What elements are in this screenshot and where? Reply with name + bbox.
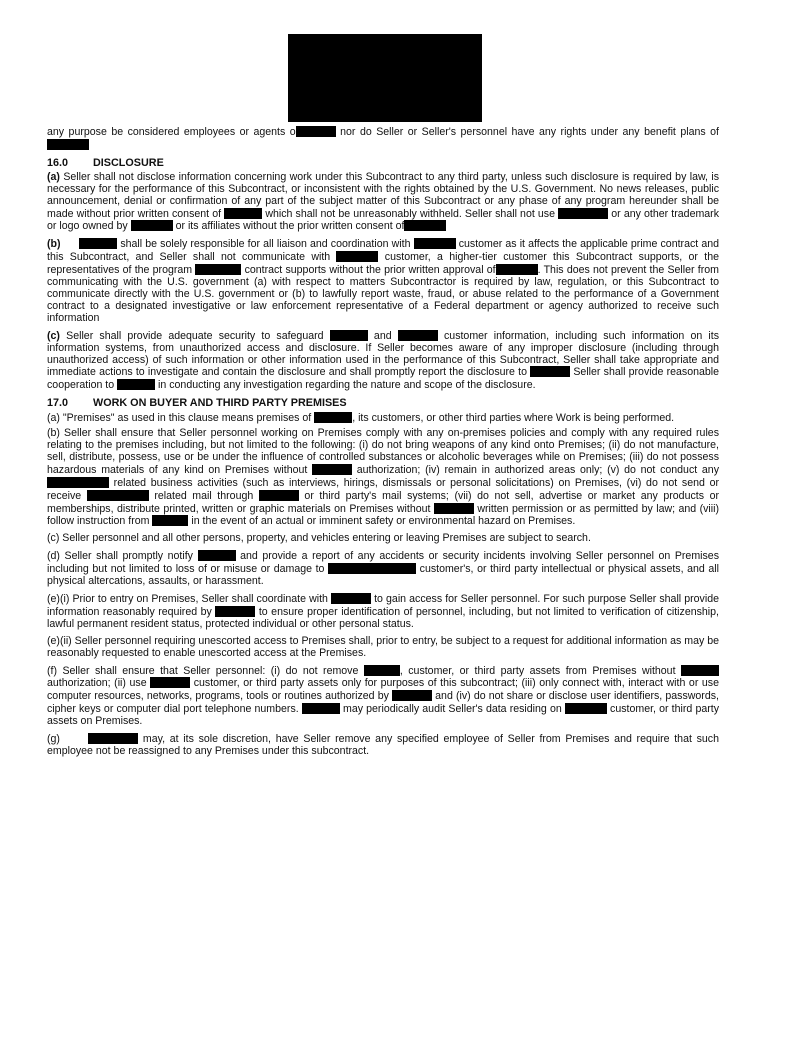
text: shall be solely responsible for all liaison and coordination with (117, 238, 411, 251)
clause-label: (b) (47, 238, 61, 251)
text: customer as it affects the applicable prime contract and this Subcontract, and Seller shall not communicate with (47, 238, 719, 264)
clause-label: (c) (47, 329, 60, 342)
section-17-heading (47, 397, 719, 409)
section-16-c (47, 330, 719, 393)
text: customer information, including such information on its information systems, from unauthorized access and disclosure. If Seller becomes aware of any improper disclosure (including through unauthorized access) of such information or other information used in the performance of this Subcontract, Seller shall take appropriate and immediate actions to investigate and contain the disclosure and shall promptly report the disclosure to (47, 329, 720, 379)
redaction (88, 733, 138, 744)
section-16-heading (47, 157, 719, 169)
redaction (312, 464, 352, 475)
text: and (iv) do not share or disclose user identifiers, passwords, cipher keys or computer dial port telephone numbers. (47, 690, 719, 716)
text: (e)(ii) Seller personnel requiring unescorted access to Premises shall, prior to entry, be subject to a request for additional information as may be reasonably requested to enable unescorted access at the Premises. (47, 634, 719, 659)
section-17-b (47, 428, 719, 528)
redaction (215, 606, 255, 617)
redaction (259, 490, 299, 501)
text: to gain access for Seller personnel. For such purpose Seller shall provide information reasonably required by (47, 593, 719, 618)
redaction (47, 477, 109, 488)
text: customer's, or third party intellectual or physical assets, and all physical altercations, assaults, or harassment. (47, 563, 719, 588)
text: in conducting any investigation regarding the nature and scope of the disclosure. (155, 379, 536, 392)
section-17-d (47, 550, 719, 588)
text: and (367, 329, 392, 342)
text: Seller shall not disclose information concerning work under this Subcontract to any third party, unless such disclosure is required by law, is necessary for the performance of this Subcontract, or inconsistent with the rights obtained by the U.S. Government. No news releases, public announcement, denial or confirmation of any part of the subject matter of this Subcontract or any phase of any program hereunder shall be made without prior written consent of (47, 170, 719, 220)
redaction (117, 379, 155, 390)
text: , its customers, or other third parties where Work is being performed. (352, 412, 675, 425)
text: (e)(i) Prior to entry on Premises, Seller shall coordinate with (47, 593, 328, 605)
text: authorization; (iv) remain in authorized areas only; (v) do not conduct any (352, 463, 719, 476)
text: (d) Seller shall promptly notify (47, 550, 193, 563)
redaction (296, 126, 336, 137)
redaction (398, 330, 438, 341)
section-title: DISCLOSURE (93, 156, 164, 169)
text: nor do Seller or Seller's personnel have any rights under any benefit plans of (335, 126, 719, 138)
text: written permission or as permitted by law; and (viii) follow instruction from (47, 502, 719, 528)
text: to ensure proper identification of personnel, including, but not limited to verification of citizenship, lawful permanent resident status, protected individual or other personal status. (47, 605, 719, 630)
section-17-f (47, 665, 719, 729)
redacted-logo (288, 34, 482, 122)
intro-paragraph (47, 126, 719, 152)
redaction (681, 665, 719, 676)
redaction (47, 139, 89, 150)
text: related mail through (148, 489, 254, 502)
section-number: 16.0 (47, 156, 69, 169)
text: and provide a report of any accidents or security incidents involving Seller personnel on Premises including but not limited to loss of or misuse or damage to (47, 550, 719, 576)
section-17-a (47, 412, 719, 425)
redaction (558, 208, 608, 219)
text: related business activities (such as interviews, hirings, dismissals or personal solicitations) on Premises, (vi) do not send or receive (47, 476, 719, 502)
redaction (565, 703, 607, 714)
redaction (131, 220, 173, 231)
text: or any other trademark or logo owned by (47, 207, 719, 233)
section-17-c (47, 533, 719, 545)
redaction (364, 665, 400, 676)
text: customer, a higher-tier customer this Subcontract supports, or the representatives of the program (47, 251, 719, 277)
redaction (336, 251, 378, 262)
redaction (79, 238, 117, 249)
document-body (47, 126, 719, 763)
section-title: WORK ON BUYER AND THIRD PARTY PREMISES (93, 397, 347, 410)
text: authorization; (ii) use (47, 677, 147, 690)
text: (b) Seller shall ensure that Seller personnel working on Premises comply with any on-premises policies and comply with any required rules relating to the premises including, but not limited to the following: (i) do not bring weapons of any kind onto Premises; (ii) do not manufacture, sell, distribute, possess, use or be under the influence of controlled substances or alcoholic beverages while on Premises; (iii) do not possess hazardous materials of any kind on Premises without (47, 427, 719, 476)
text: Seller shall provide reasonable cooperation to (47, 366, 720, 392)
text: (c) Seller personnel and all other persons, property, and vehicles entering or leaving Premises are subject to search. (47, 532, 591, 545)
text: Seller shall provide adequate security to safeguard (59, 329, 324, 342)
section-16-a (47, 172, 719, 234)
text: , customer, or third party assets from Premises without (399, 664, 676, 677)
redaction (152, 515, 188, 526)
redaction (302, 703, 340, 714)
text: or third party's mail systems; (vii) do not sell, advertise or market any products or memberships, distribute printed, written or graphic materials on Premises without (47, 489, 720, 515)
text: any purpose be considered employees or agents o (47, 126, 296, 138)
text: may, at its sole discretion, have Seller remove any specified employee of Seller from Premises and require that such employee not be reassigned to any Premises under this subcontract. (47, 733, 719, 757)
section-number: 17.0 (47, 397, 69, 410)
text: (f) Seller shall ensure that Seller personnel: (i) do not remove (47, 664, 359, 677)
section-17-e-i (47, 593, 719, 631)
redaction (328, 563, 416, 574)
redaction (314, 412, 352, 423)
redaction (392, 690, 432, 701)
section-17-e-ii (47, 636, 719, 660)
text: in the event of an actual or imminent safety or environmental hazard on Premises. (188, 515, 576, 528)
text: customer, or third party assets only for purposes of this subcontract; (iii) only connect with, interact with or use computer resources, networks, programs, tools or routines authorized by (47, 677, 719, 703)
text: or its affiliates without the prior written consent of (172, 220, 405, 233)
section-16-b (47, 238, 719, 324)
section-17-g (47, 733, 719, 758)
text: contract supports without the prior written approval of (241, 264, 496, 277)
redaction (331, 593, 371, 604)
redaction (87, 490, 149, 501)
redaction (404, 220, 446, 231)
text: which shall not be unreasonably withheld. Seller shall not use (262, 207, 555, 220)
redaction (414, 238, 456, 249)
redaction (530, 366, 570, 377)
text: (g) (47, 733, 60, 746)
text: (a) "Premises" as used in this clause means premises of (47, 412, 312, 425)
clause-label: (a) (47, 170, 60, 183)
text: may periodically audit Seller's data residing on (339, 703, 562, 716)
redaction (496, 264, 538, 275)
redaction (198, 550, 236, 561)
redaction (195, 264, 241, 275)
redaction (224, 208, 262, 219)
redaction (434, 503, 474, 514)
redaction (150, 677, 190, 688)
redaction (330, 330, 368, 341)
text: . This does not prevent the Seller from communicating with the U.S. government (a) with respect to matters Subcontractor is required by law, regulation, or this Subcontract to communicate directly with the U.S. government or (b) to lawfully report waste, fraud, or abuse related to the performance of a Government contract to a designated investigative or law enforcement representative of a Federal department or agency authorized to receive such information (47, 264, 719, 324)
text: customer, or third party assets on Premises. (47, 703, 719, 728)
